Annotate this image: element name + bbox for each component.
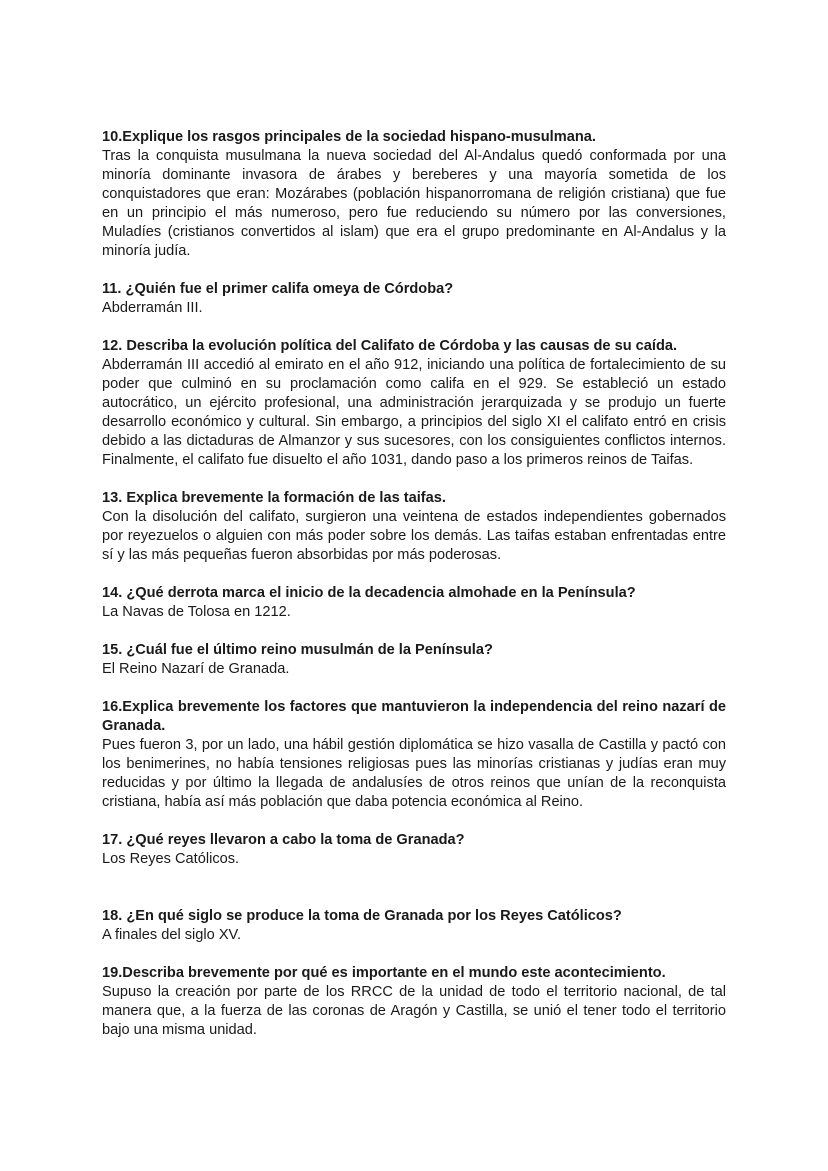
question-heading: 12. Describa la evolución política del Califato de Córdoba y las causas de su caída. [102,338,678,354]
question-heading: 19.Describa brevemente por qué es importante en el mundo este acontecimiento. [102,965,666,981]
answer-text: La Navas de Tolosa en 1212. [102,604,291,620]
qa-item-13 [102,489,726,565]
question-heading: 13. Explica brevemente la formación de las taifas. [102,490,446,506]
answer-text: El Reino Nazarí de Granada. [102,661,290,677]
answer-text: Supuso la creación por parte de los RRCC de la unidad de todo el territorio nacional, de tal manera que, a la fuerza de las coronas de Aragón y Castilla, se unió el tener todo el territorio bajo una misma unidad. [102,984,726,1038]
qa-item-14 [102,584,726,622]
document-page [102,128,726,1059]
qa-item-12 [102,337,726,470]
question-heading: 15. ¿Cuál fue el último reino musulmán de la Península? [102,642,493,658]
answer-text: Pues fueron 3, por un lado, una hábil gestión diplomática se hizo vasalla de Castilla y pactó con los benimerines, no había tensiones religiosas pues las minorías cristianas y judías eran muy reducidas y por último la llegada de andalusíes de otros reinos que unían de la reconquista cristiana, había así más población que daba potencia económica al Reino. [102,737,726,810]
answer-text: Tras la conquista musulmana la nueva sociedad del Al-Andalus quedó conformada por una minoría dominante invasora de árabes y bereberes y una mayoría sometida de los conquistadores que eran: Mozárabes (población hispanorromana de religión cristiana) que fue en un principio el más numeroso, pero fue reduciendo su número por las conversiones, Muladíes (cristianos convertidos al islam) que era el grupo predominante en Al-Andalus y la minoría judía. [102,148,726,259]
qa-item-15 [102,641,726,679]
answer-text: Con la disolución del califato, surgieron una veintena de estados independientes gobernados por reyezuelos o alguien con más poder sobre los demás. Las taifas estaban enfrentadas entre sí y las más pequeñas fueron absorbidas por más poderosas. [102,509,726,563]
answer-text: Los Reyes Católicos. [102,851,240,867]
qa-item-17 [102,831,726,869]
qa-item-19 [102,964,726,1040]
question-heading: 18. ¿En qué siglo se produce la toma de Granada por los Reyes Católicos? [102,908,622,924]
question-heading: 17. ¿Qué reyes llevaron a cabo la toma de Granada? [102,832,465,848]
question-heading: 16.Explica brevemente los factores que mantuvieron la independencia del reino nazarí de Granada. [102,699,726,734]
question-heading: 11. ¿Quién fue el primer califa omeya de Córdoba? [102,281,454,297]
answer-text: A finales del siglo XV. [102,927,242,943]
answer-text: Abderramán III accedió al emirato en el año 912, iniciando una política de fortalecimiento de su poder que culminó en su proclamación como califa en el 929. Se estableció un estado autocrático, un ejército profesional, una administración jerarquizada y se produjo un fuerte desarrollo económico y cultural. Sin embargo, a principios del siglo XI el califato entró en crisis debido a las dictaduras de Almanzor y sus sucesores, con los consiguientes conflictos internos. Finalmente, el califato fue disuelto el año 1031, dando paso a los primeros reinos de Taifas. [102,357,726,468]
qa-item-18 [102,907,726,945]
qa-item-11 [102,280,726,318]
question-heading: 10.Explique los rasgos principales de la sociedad hispano-musulmana. [102,129,596,145]
answer-text: Abderramán III. [102,300,203,316]
question-heading: 14. ¿Qué derrota marca el inicio de la decadencia almohade en la Península? [102,585,636,601]
qa-item-10 [102,128,726,261]
qa-item-16 [102,698,726,812]
